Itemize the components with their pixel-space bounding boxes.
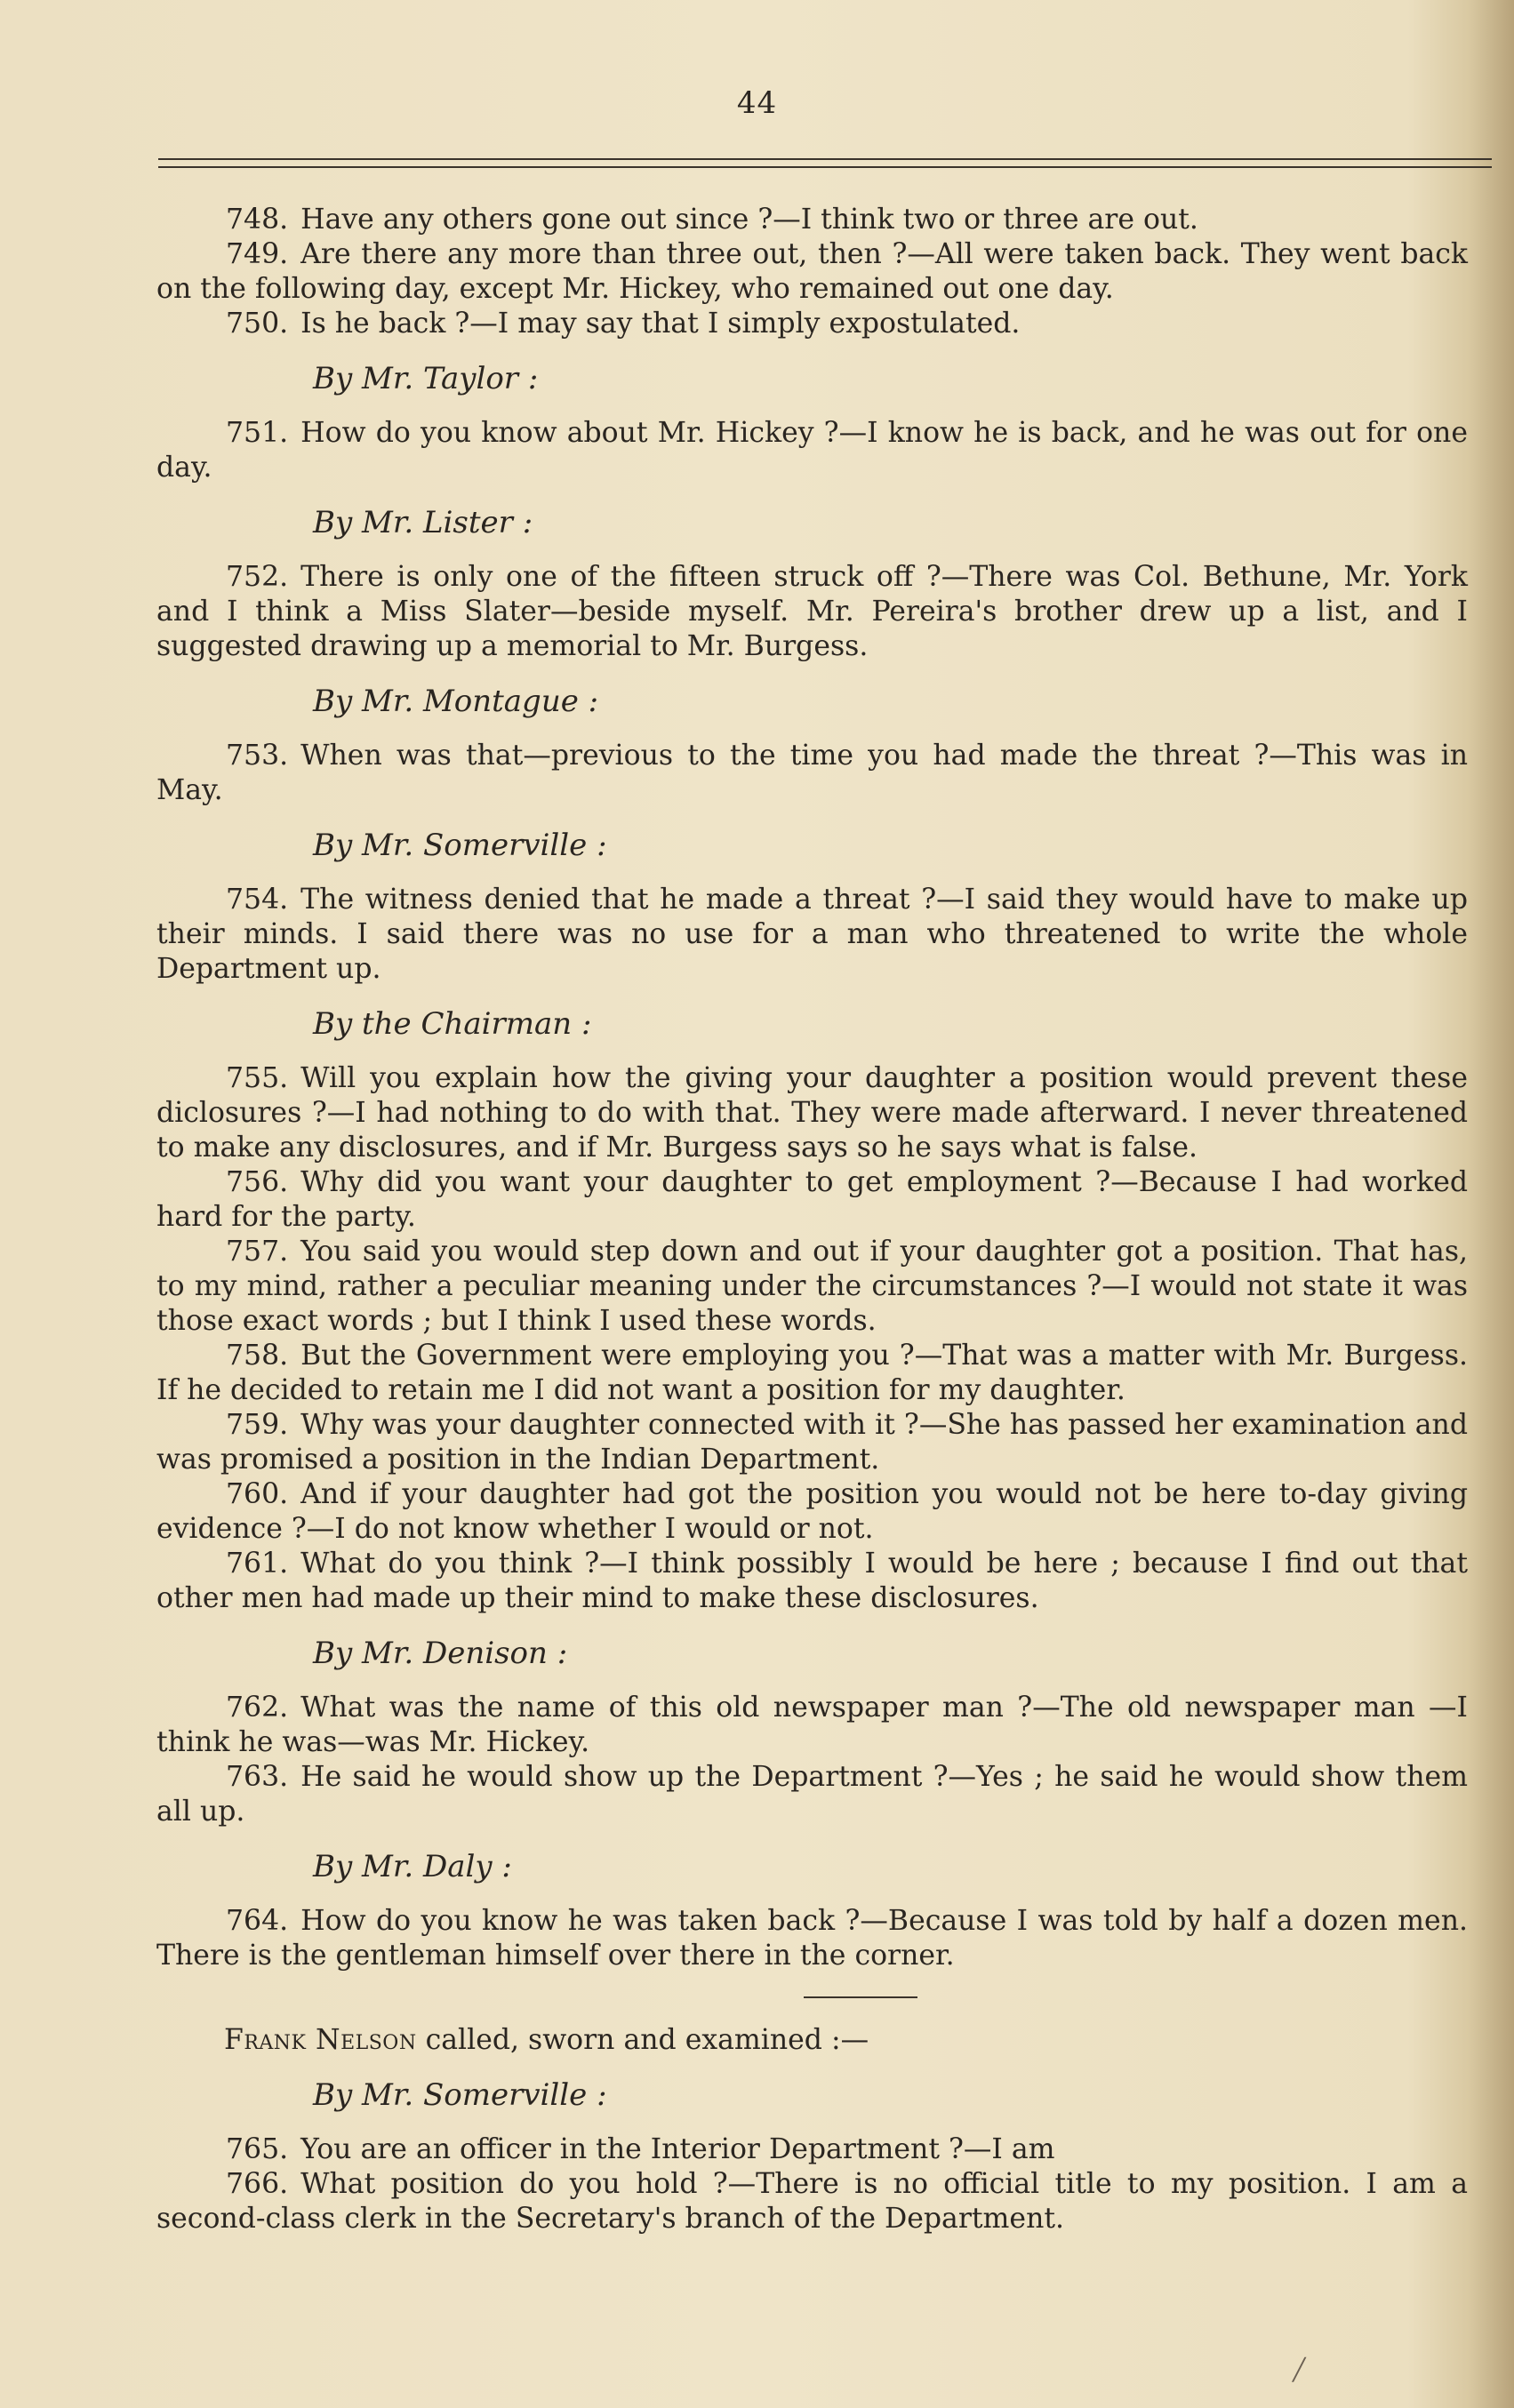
question-text: Have any others gone out since ?—I think two or three are out. [300,204,1198,236]
examiner-heading: By Mr. Montague : [313,684,599,719]
testimony-paragraph [156,1760,1468,1829]
question-text: You said you would step down and out if your daughter got a position. That has, to my mind, rather a peculiar meaning under the circumstances ?—I would not state it was those exact words ; but I think I used these words. [156,1236,1468,1337]
question-number: 759. [226,1409,289,1441]
section-separator [804,1996,917,1998]
question-text: Why did you want your daughter to get employment ?—Because I had worked hard for the party. [156,1166,1468,1233]
testimony-paragraph [156,1165,1468,1235]
testimony-paragraph [156,2132,1468,2167]
testimony-paragraph [156,237,1468,307]
testimony-paragraph [156,1408,1468,1477]
examiner-heading: By Mr. Somerville : [313,828,607,863]
document-body [156,203,1468,2236]
witness-name: Frank Nelson [224,2024,417,2056]
testimony-paragraph [156,1691,1468,1760]
testimony-paragraph [156,560,1468,664]
question-number: 756. [226,1166,289,1198]
question-number: 763. [226,1761,289,1793]
question-number: 751. [226,417,289,449]
question-number: 762. [226,1692,289,1724]
testimony-paragraph [156,1477,1468,1547]
examiner-heading: By Mr. Somerville : [313,2077,607,2113]
question-number: 757. [226,1236,289,1268]
examiner-heading: By Mr. Denison : [313,1636,568,1671]
question-text: What position do you hold ?—There is no official title to my position. I am a second-class clerk in the Secretary's branch of the Department. [156,2168,1468,2235]
examiner-heading: By Mr. Taylor : [313,361,539,396]
examiner-heading: By the Chairman : [313,1006,592,1042]
testimony-paragraph [156,416,1468,485]
question-number: 754. [226,884,289,916]
question-text: Will you explain how the giving your daughter a position would prevent these diclosures ?—I had nothing to do with that. They were made afterward. I never threatened to make any disclosures, and if Mr. Burgess says so he says what is false. [156,1062,1468,1164]
question-text: What do you think ?—I think possibly I would be here ; because I find out that other men had made up their mind to make these disclosures. [156,1548,1468,1614]
question-number: 766. [226,2168,289,2200]
question-text: There is only one of the fifteen struck off ?—There was Col. Bethune, Mr. York and I think a Miss Slater—beside myself. Mr. Pereira's brother drew up a list, and I suggested drawing up a memorial to Mr. Burgess. [156,561,1468,662]
witness-called-text: called, sworn and examined :— [416,2024,869,2056]
question-text: And if your daughter had got the position you would not be here to-day giving evidence ?—I do not know whether I would or not. [156,1478,1468,1545]
testimony-paragraph [156,1339,1468,1408]
question-text: The witness denied that he made a threat ?—I said they would have to make up their minds. I said there was no use for a man who threatened to write the whole Department up. [156,884,1468,985]
testimony-paragraph [156,203,1468,237]
question-number: 765. [226,2133,289,2165]
testimony-paragraph [156,2167,1468,2236]
question-text: He said he would show up the Department ?—Yes ; he said he would show them all up. [156,1761,1468,1828]
pencil-mark: ╱ [1293,2357,1306,2382]
question-number: 748. [226,204,289,236]
testimony-paragraph [156,1547,1468,1616]
testimony-paragraph [156,1061,1468,1165]
question-text: But the Government were employing you ?—That was a matter with Mr. Burgess. If he decided to retain me I did not want a position for my daughter. [156,1340,1468,1406]
question-text: Are there any more than three out, then ?—All were taken back. They went back on the following day, except Mr. Hickey, who remained out one day. [156,238,1468,305]
question-text: What was the name of this old newspaper man ?—The old newspaper man —I think he was—was Mr. Hickey. [156,1692,1468,1758]
question-text: When was that—previous to the time you had made the threat ?—This was in May. [156,740,1468,806]
testimony-paragraph [156,883,1468,987]
question-text: You are an officer in the Interior Department ?—I am [300,2133,1055,2165]
question-number: 755. [226,1062,289,1094]
header-double-rule [158,158,1492,169]
question-number: 752. [226,561,289,593]
testimony-paragraph [156,739,1468,808]
question-text: Why was your daughter connected with it ?—She has passed her examination and was promised a position in the Indian Department. [156,1409,1468,1476]
witness-called-line [156,2023,1468,2058]
question-number: 760. [226,1478,289,1510]
question-number: 761. [226,1548,289,1580]
question-number: 758. [226,1340,289,1372]
question-text: Is he back ?—I may say that I simply expostulated. [300,308,1021,340]
question-number: 753. [226,740,289,772]
examiner-heading: By Mr. Lister : [313,505,533,540]
question-text: How do you know he was taken back ?—Because I was told by half a dozen men. There is the gentleman himself over there in the corner. [156,1905,1468,1972]
examiner-heading: By Mr. Daly : [313,1849,512,1884]
question-text: How do you know about Mr. Hickey ?—I know he is back, and he was out for one day. [156,417,1468,484]
testimony-paragraph [156,1904,1468,1973]
testimony-paragraph [156,1235,1468,1339]
question-number: 749. [226,238,289,270]
question-number: 750. [226,308,289,340]
testimony-paragraph [156,307,1468,341]
question-number: 764. [226,1905,289,1937]
page-number: 44 [736,85,778,121]
